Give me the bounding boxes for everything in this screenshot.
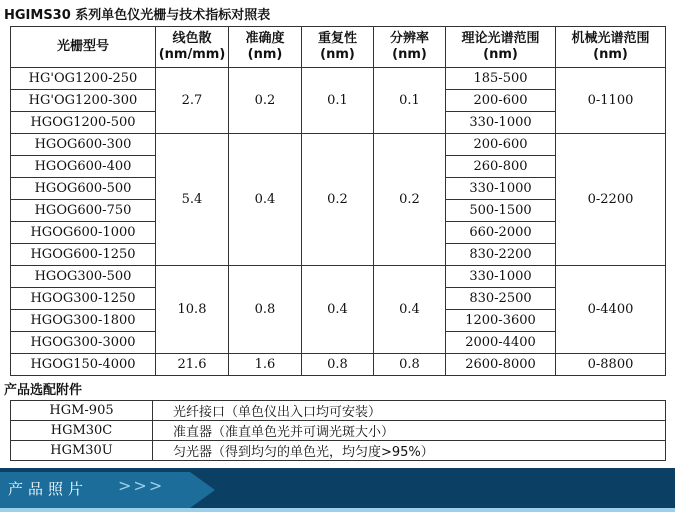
table-row [11, 354, 666, 376]
accessory-code: HGM-905 [11, 401, 153, 421]
accessory-description: 匀光器（得到均匀的单色光，均匀度>95%） [153, 441, 666, 461]
table-row [11, 266, 666, 288]
theoretical-range: 1200-3600 [446, 310, 556, 332]
linear-dispersion: 10.8 [156, 266, 229, 354]
linear-dispersion: 2.7 [156, 68, 229, 134]
accessory-description: 光纤接口（单色仪出入口均可安装） [153, 401, 666, 421]
grating-model: HGOG150-4000 [11, 354, 156, 376]
resolution: 0.8 [374, 354, 446, 376]
accessory-row [11, 401, 666, 421]
repeatability: 0.1 [302, 68, 374, 134]
theoretical-range: 830-2500 [446, 288, 556, 310]
linear-dispersion: 21.6 [156, 354, 229, 376]
grating-model: HGOG300-1250 [11, 288, 156, 310]
column-header-unit: (nm) [247, 47, 283, 62]
accessory-row [11, 421, 666, 441]
theoretical-range: 200-600 [446, 90, 556, 112]
column-header-label: 光栅型号 [56, 39, 109, 54]
theoretical-range: 330-1000 [446, 178, 556, 200]
accuracy: 0.2 [229, 68, 302, 134]
mechanical-range: 0-8800 [556, 354, 666, 376]
theoretical-range: 260-800 [446, 156, 556, 178]
banner-label: 产品照片 [8, 480, 89, 498]
theoretical-range: 500-1500 [446, 200, 556, 222]
accuracy: 1.6 [229, 354, 302, 376]
column-header-label: 重复性 [317, 31, 357, 46]
accessory-code: HGM30C [11, 421, 153, 441]
column-header-unit: (nm) [593, 47, 628, 62]
theoretical-range: 330-1000 [446, 112, 556, 134]
banner-arrows: >>> [118, 476, 165, 495]
mechanical-range: 0-1100 [556, 68, 666, 134]
grating-model: HGOG1200-500 [11, 112, 156, 134]
column-header-label: 线色散 [172, 31, 212, 46]
column-header-unit: (nm) [392, 47, 427, 62]
theoretical-range: 660-2000 [446, 222, 556, 244]
accuracy: 0.8 [229, 266, 302, 354]
grating-model: HGOG600-300 [11, 134, 156, 156]
repeatability: 0.2 [302, 134, 374, 266]
theoretical-range: 2600-8000 [446, 354, 556, 376]
accessory-description: 准直器（准直单色光并可调光斑大小） [153, 421, 666, 441]
column-header-label: 准确度 [245, 31, 285, 46]
column-header-label: 机械光谱范围 [571, 31, 650, 46]
table-row [11, 68, 666, 90]
column-header [11, 27, 156, 68]
table-header-row [11, 27, 666, 68]
theoretical-range: 185-500 [446, 68, 556, 90]
mechanical-range: 0-2200 [556, 134, 666, 266]
column-header-label: 理论光谱范围 [461, 31, 540, 46]
accessories-title: 产品选配附件 [4, 383, 83, 398]
accessory-row [11, 441, 666, 461]
resolution: 0.2 [374, 134, 446, 266]
theoretical-range: 2000-4400 [446, 332, 556, 354]
theoretical-range: 830-2200 [446, 244, 556, 266]
grating-spec-table [10, 26, 666, 376]
accessories-table [10, 400, 666, 461]
accuracy: 0.4 [229, 134, 302, 266]
column-header [446, 27, 556, 68]
grating-model: HGOG600-500 [11, 178, 156, 200]
column-header-unit: (nm/mm) [158, 47, 226, 62]
grating-model: HG'OG1200-300 [11, 90, 156, 112]
column-header-label: 分辨率 [389, 31, 429, 46]
grating-model: HGOG600-400 [11, 156, 156, 178]
column-header-unit: (nm) [320, 47, 355, 62]
product-photo-banner [0, 468, 675, 512]
column-header [374, 27, 446, 68]
banner-bottom-stripe [0, 508, 675, 512]
linear-dispersion: 5.4 [156, 134, 229, 266]
column-header-unit: (nm) [483, 47, 518, 62]
grating-model: HGOG300-3000 [11, 332, 156, 354]
grating-model: HGOG600-1250 [11, 244, 156, 266]
grating-model: HGOG300-500 [11, 266, 156, 288]
accessory-code: HGM30U [11, 441, 153, 461]
grating-model: HGOG600-1000 [11, 222, 156, 244]
resolution: 0.4 [374, 266, 446, 354]
column-header [156, 27, 229, 68]
grating-model: HGOG300-1800 [11, 310, 156, 332]
repeatability: 0.8 [302, 354, 374, 376]
page-title: HGIMS30 系列单色仪光栅与技术指标对照表 [4, 8, 271, 23]
theoretical-range: 200-600 [446, 134, 556, 156]
mechanical-range: 0-4400 [556, 266, 666, 354]
table-row [11, 134, 666, 156]
grating-model: HGOG600-750 [11, 200, 156, 222]
resolution: 0.1 [374, 68, 446, 134]
column-header [229, 27, 302, 68]
theoretical-range: 330-1000 [446, 266, 556, 288]
grating-model: HG'OG1200-250 [11, 68, 156, 90]
column-header [556, 27, 666, 68]
repeatability: 0.4 [302, 266, 374, 354]
column-header [302, 27, 374, 68]
